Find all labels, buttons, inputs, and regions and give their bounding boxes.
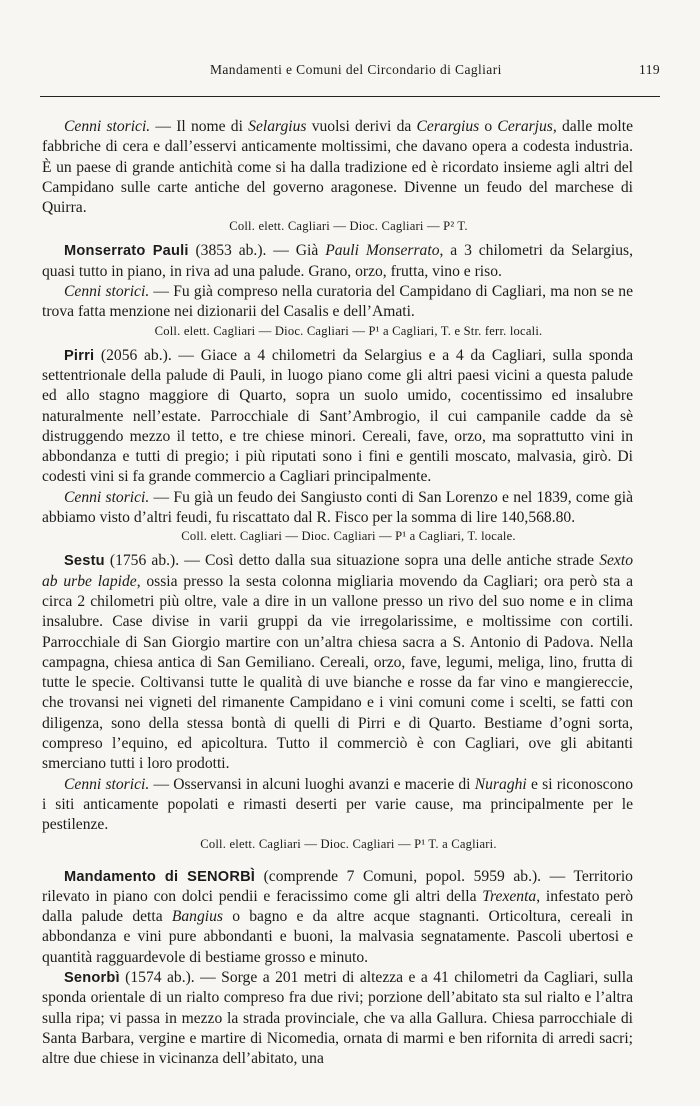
selargius-coll-line: Coll. elett. Cagliari — Dioc. Cagliari — P² T. <box>229 219 468 234</box>
sestu-coll-line: Coll. elett. Cagliari — Dioc. Cagliari — P¹ T. a Cagliari. <box>200 836 497 851</box>
entry-heading: Monserrato Pauli <box>64 243 189 260</box>
entry-heading: Senorbì <box>64 969 120 986</box>
entry-heading: Sestu <box>64 553 105 570</box>
sestu-cenni-paragraph: Cenni storici. — Osservansi in alcuni luoghi avanzi e macerie di Nuraghi e si riconoscono i siti anticamente popolati e rimasti deserti per varie cause, ma principalmente per le pestilenze. <box>42 775 633 834</box>
cenni-label: Cenni storici. <box>64 283 150 301</box>
senorbi-paragraph: Senorbì (1574 ab.). — Sorge a 201 metri di altezza e a 41 chilometri da Cagliari, sulla sponda orientale di un rialto compreso fra due rivi; porzione dell’abitato sta sul rialto e l’altra sulla ripa; vi passa in mezzo la strada provinciale, che va alla Gallura. Chiesa parrocchiale di Santa Barbara, vergine e martire di Nicomedia, ornata di marmi e ben rifornita di arredi sacri; altre due chiese in vicinanza dell’abitato, una <box>42 968 633 1068</box>
monserrato-coll-line: Coll. elett. Cagliari — Dioc. Cagliari — P¹ a Cagliari, T. e Str. ferr. locali. <box>154 323 543 338</box>
monserrato-cenni-paragraph: Cenni storici. — Fu già compreso nella curatoria del Campidano di Cagliari, ma non se ne trova fatta menzione nei dizionarii del Casalis e dell’Amati. <box>42 283 633 321</box>
mandamento-paragraph: Mandamento di SENORBÌ (comprende 7 Comuni, popol. 5959 ab.). — Territorio rilevato in piano con dolci pendii e feracissimo come gli altri della Trexenta, infestato però dalla palude detta Bangius o bagno e da altre acque stagnanti. Orticoltura, cereali in abbondanza e vini pure abbondanti e buoni, la malvasia segnatamente. Pascoli ubertosi e quantità ragguardevole di bestiame grosso e minuto. <box>42 867 633 966</box>
cenni-label: Cenni storici. <box>64 775 150 793</box>
page-body <box>42 117 633 1069</box>
monserrato-paragraph: Monserrato Pauli (3853 ab.). — Già Pauli Monserrato, a 3 chilometri da Selargius, quasi tutto in piano, in riva ad una palude. Grano, orzo, frutta, vino e riso. <box>42 242 633 280</box>
header-title: Mandamenti e Comuni del Circondario di Cagliari <box>210 62 502 77</box>
pirri-coll-line: Coll. elett. Cagliari — Dioc. Cagliari — P¹ a Cagliari, T. locale. <box>181 529 516 544</box>
page-number: 119 <box>639 62 660 77</box>
sestu-paragraph: Sestu (1756 ab.). — Così detto dalla sua situazione sopra una delle antiche strade Sexto ab urbe lapide, ossia presso la sesta colonna migliaria movendo da Cagliari; ora però sta a circa 2 chilometri più oltre, vale a dire in un vallone presso un rivo del suo nome e in clima insalubre. Case divise in varii gruppi da vie irregolarissime, e moltissime con cortili. Parrocchiale di San Giorgio martire con un’altra chiesa sacra a S. Antonio di Padova. Nella campagna, chiesa antica di San Gemiliano. Cereali, orzo, fave, legumi, meliga, lino, frutta di tutte le specie. Coltivansi tutte le qualità di uve bianche e rosse da far vino e mangiereccie, che trovansi nei vigneti del rimanente Campidano e i vini comuni come i scelti, se fatti con diligenza, sono della stessa bontà di quelli di Pirri e di Quarto. Bestiame d’ogni sorta, compreso l’equino, ed apicoltura. Tutto il commerciò è con Cagliari, ove gli abitanti smerciano tutti i loro prodotti. <box>42 552 634 773</box>
cenni-label: Cenni storici. <box>64 118 151 135</box>
pirri-paragraph: Pirri (2056 ab.). — Giace a 4 chilometri da Selargius e a 4 da Cagliari, sulla sponda settentrionale della palude di Pauli, in luogo piano come gli altri paesi vicini a questa palude ed allo stagno maggiore di Quarto, sopra un suolo umido, cocentissimo ed insalubre naturalmente nell’estate. Parrocchiale di Sant’Ambrogio, il cui campanile cadde da sè distruggendo mezzo il tetto, e tre chiese minori. Cereali, fave, orzo, ma soprattutto vini in abbondanza e tutti di pregio; i più riputati sono i fini e gentili moscato, malvasia, girò. Di codesti vini si fa grande commercio a Cagliari principalmente. <box>42 346 633 486</box>
cenni-label: Cenni storici. <box>64 488 150 506</box>
pirri-cenni-paragraph: Cenni storici. — Fu già un feudo dei Sangiusto conti di San Lorenzo e nel 1839, come già abbiamo visto d’altri feudi, fu riscattato dal R. Fisco per la somma di lire 140,568.80. <box>42 488 633 527</box>
mandamento-heading: Mandamento di SENORBÌ <box>64 868 256 885</box>
entry-heading: Pirri <box>64 347 95 364</box>
running-header <box>40 62 660 82</box>
selargius-cenni-paragraph: Cenni storici. — Il nome di Selargius vuolsi derivi da Cerargius o Cerarjus, dalle molte fabbriche di cera e dall’esservi anticamente moltissimi, che davano opera a codesta industria. È un paese di grande antichità come si ha dalla tradizione ed è ricordato insieme agli altri del Campidano sulle carte antiche del governo aragonese. Divenne un feudo del marchese di Quirra. <box>42 118 634 217</box>
header-rule <box>40 96 660 97</box>
